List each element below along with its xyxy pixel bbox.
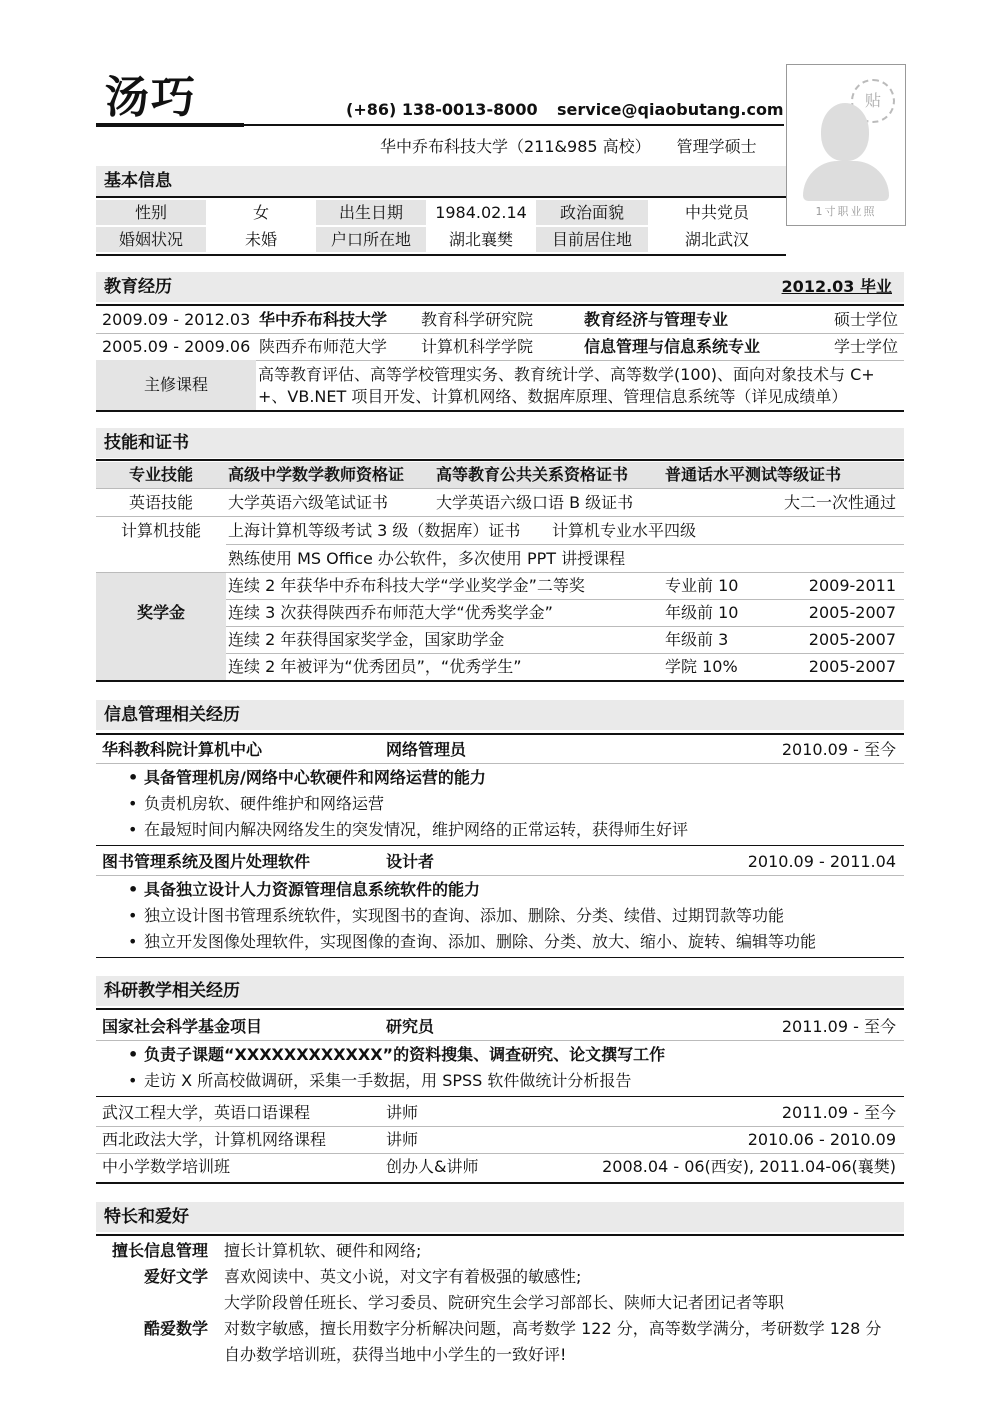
hobby-text: 大学阶段曾任班长、学习委员、院研究生会学习部部长、陕师大记者团记者等职	[224, 1293, 785, 1312]
divider	[226, 544, 904, 545]
photo-caption: 1寸职业照	[815, 205, 877, 218]
edu-college: 教育科学研究院	[421, 310, 534, 329]
header-rule	[244, 124, 784, 126]
basic-label: 婚姻状况	[118, 230, 183, 249]
degree-summary: 管理学硕士	[676, 137, 757, 156]
divider	[96, 488, 904, 489]
basic-value: 中共党员	[684, 203, 749, 222]
job-bullet: • 在最短时间内解决网络发生的突发情况，维护网络的正常运转，获得师生好评	[120, 817, 688, 843]
courses-line-1: 高等教育评估、高等学校管理实务、教育统计学、高等数学(100)、面向对象技术与 C+	[258, 365, 875, 384]
job-org: 图书管理系统及图片处理软件	[102, 852, 311, 871]
award-label-cell	[96, 573, 226, 681]
divider	[96, 410, 904, 412]
job-role: 设计者	[386, 852, 435, 871]
basic-value: 未婚	[244, 230, 277, 249]
hobby-text: 喜欢阅读中、英文小说，对文字有着极强的敏感性;	[224, 1267, 582, 1286]
education-summary	[380, 134, 783, 157]
award-years: 2005-2007	[808, 630, 896, 649]
edu-major: 教育经济与管理专业	[584, 310, 729, 329]
teach-date: 2011.09 - 至今	[781, 1103, 896, 1122]
basic-label: 目前居住地	[551, 230, 632, 249]
hobby-label: 酷爱数学	[143, 1319, 208, 1338]
english-skills-label: 英语技能	[128, 493, 193, 512]
job-role: 网络管理员	[386, 740, 467, 759]
job-lead-bullet: • 具备独立设计人力资源管理信息系统软件的能力	[120, 877, 480, 903]
job-bullet: • 独立开发图像处理软件，实现图像的查询、添加、删除、分类、放大、缩小、旋转、编辑等功能	[120, 929, 816, 955]
edu-date: 2009.09 - 2012.03	[102, 310, 251, 329]
section-basic-info: 基本信息	[96, 166, 786, 196]
section-research: 科研教学相关经历	[96, 976, 904, 1006]
job-org: 华科教科院计算机中心	[102, 740, 263, 759]
hobby-text: 擅长计算机软、硬件和网络;	[224, 1241, 422, 1260]
job-lead-bullet: • 具备管理机房/网络中心软硬件和网络运营的能力	[120, 765, 486, 791]
english-cert-2: 大学英语六级口语 B 级证书	[436, 493, 634, 512]
office-skills: 熟练使用 MS Office 办公软件，多次使用 PPT 讲授课程	[228, 549, 626, 568]
research-date: 2011.09 - 至今	[781, 1017, 896, 1036]
divider	[96, 875, 904, 876]
section-it-experience: 信息管理相关经历	[96, 700, 904, 730]
job-date: 2010.09 - 2011.04	[747, 852, 896, 871]
phone-number: (+86) 138-0013-8000	[346, 100, 538, 119]
divider	[96, 304, 904, 306]
teach-role: 创办人&讲师	[386, 1157, 479, 1176]
divider	[96, 196, 786, 198]
teach-org: 武汉工程大学，英语口语课程	[102, 1103, 311, 1122]
edu-college: 计算机科学学院	[421, 337, 534, 356]
edu-degree: 学士学位	[833, 337, 898, 356]
hobby-text: 自办数学培训班，获得当地中小学生的一致好评!	[224, 1345, 567, 1364]
section-hobbies: 特长和爱好	[96, 1202, 904, 1232]
job-bullet: • 独立设计图书管理系统软件，实现图书的查询、添加、删除、分类、续借、过期罚款等功能	[120, 903, 784, 929]
research-role: 研究员	[386, 1017, 435, 1036]
job-bullet: • 负责机房软、硬件维护和网络运营	[120, 791, 384, 817]
basic-label: 户口所在地	[330, 230, 411, 249]
section-skills: 技能和证书	[96, 428, 904, 458]
computer-cert-1: 上海计算机等级考试 3 级（数据库）证书	[228, 521, 521, 540]
section-education: 教育经历	[96, 272, 904, 302]
divider	[96, 1008, 904, 1010]
teach-org: 中小学数学培训班	[102, 1157, 231, 1176]
edu-degree: 硕士学位	[833, 310, 898, 329]
award-rank: 年级前 10	[665, 603, 739, 622]
award-years: 2009-2011	[808, 576, 896, 595]
divider	[96, 680, 904, 682]
award-description: 连续 3 次获得陕西乔布师范大学“优秀奖学金”	[228, 603, 553, 622]
basic-value: 湖北武汉	[684, 230, 749, 249]
divider	[96, 1182, 904, 1184]
edu-school: 陕西乔布师范大学	[259, 337, 388, 356]
computer-cert-2: 计算机专业水平四级	[552, 521, 697, 540]
cert-pr: 高等教育公共关系资格证书	[436, 465, 629, 484]
teach-date: 2010.06 - 2010.09	[747, 1130, 896, 1149]
profile-photo	[786, 64, 906, 226]
divider	[96, 763, 904, 764]
divider	[96, 459, 904, 461]
teach-role: 讲师	[386, 1130, 419, 1149]
divider	[96, 1040, 904, 1041]
cert-mandarin: 普通话水平测试等级证书	[665, 465, 842, 484]
divider	[96, 957, 904, 958]
cert-teacher: 高级中学数学教师资格证	[228, 465, 405, 484]
basic-label: 政治面貌	[559, 203, 624, 222]
hobby-label: 擅长信息管理	[111, 1241, 208, 1260]
basic-value: 湖北襄樊	[448, 230, 513, 249]
divider	[96, 845, 904, 846]
candidate-name: 汤巧	[105, 72, 197, 123]
award-description: 连续 2 年被评为“优秀团员”，“优秀学生”	[228, 657, 522, 676]
basic-value: 女	[252, 203, 269, 222]
courses-label: 主修课程	[143, 375, 208, 394]
award-description: 连续 2 年获得国家奖学金，国家助学金	[228, 630, 505, 649]
courses-line-2: +、VB.NET 项目开发、计算机网络、数据库原理、管理信息系统等（详见成绩单）	[258, 387, 848, 406]
award-rank: 学院 10%	[665, 657, 738, 676]
award-rank: 专业前 10	[665, 576, 739, 595]
english-note: 大二一次性通过	[783, 493, 896, 512]
divider	[96, 516, 904, 517]
name-underline	[96, 123, 244, 127]
teach-org: 西北政法大学，计算机网络课程	[102, 1130, 327, 1149]
person-body-icon	[803, 161, 889, 201]
graduation-date: 2012.03 毕业	[781, 277, 892, 296]
edu-date: 2005.09 - 2009.06	[102, 337, 251, 356]
edu-school: 华中乔布科技大学	[259, 310, 388, 329]
divider	[96, 1096, 904, 1097]
person-head-icon	[821, 103, 869, 161]
award-years: 2005-2007	[808, 657, 896, 676]
email-address: service@qiaobutang.com	[557, 100, 784, 119]
teach-role: 讲师	[386, 1103, 419, 1122]
job-date: 2010.09 - 至今	[781, 740, 896, 759]
hobby-label: 爱好文学	[143, 1267, 208, 1286]
award-rank: 年级前 3	[665, 630, 729, 649]
award-description: 连续 2 年获华中乔布科技大学“学业奖学金”二等奖	[228, 576, 585, 595]
awards-label: 奖学金	[136, 603, 185, 622]
english-cert-1: 大学英语六级笔试证书	[228, 493, 389, 512]
basic-label: 出生日期	[338, 203, 403, 222]
divider	[96, 733, 904, 735]
basic-label: 性别	[134, 203, 167, 222]
photo-stamp: 贴	[851, 79, 895, 123]
edu-major: 信息管理与信息系统专业	[584, 337, 761, 356]
award-years: 2005-2007	[808, 603, 896, 622]
basic-value: 1984.02.14	[435, 203, 527, 222]
research-item-bullet: • 走访 X 所高校做调研，采集一手数据，用 SPSS 软件做统计分析报告	[120, 1068, 631, 1094]
teach-date: 2008.04 - 06(西安), 2011.04-06(襄樊)	[602, 1157, 896, 1176]
research-org: 国家社会科学基金项目	[102, 1017, 263, 1036]
research-lead-bullet: • 负责子课题“XXXXXXXXXXXX”的资料搜集、调查研究、论文撰写工作	[120, 1042, 665, 1068]
pro-skills-label: 专业技能	[128, 465, 193, 484]
computer-skills-label: 计算机技能	[120, 521, 201, 540]
school-summary: 华中乔布科技大学（211&985 高校）	[380, 137, 651, 156]
divider	[96, 254, 786, 256]
divider	[96, 1234, 904, 1236]
hobby-text: 对数字敏感，擅长用数字分析解决问题，高考数学 122 分，高等数学满分，考研数学 128 分	[224, 1319, 882, 1338]
